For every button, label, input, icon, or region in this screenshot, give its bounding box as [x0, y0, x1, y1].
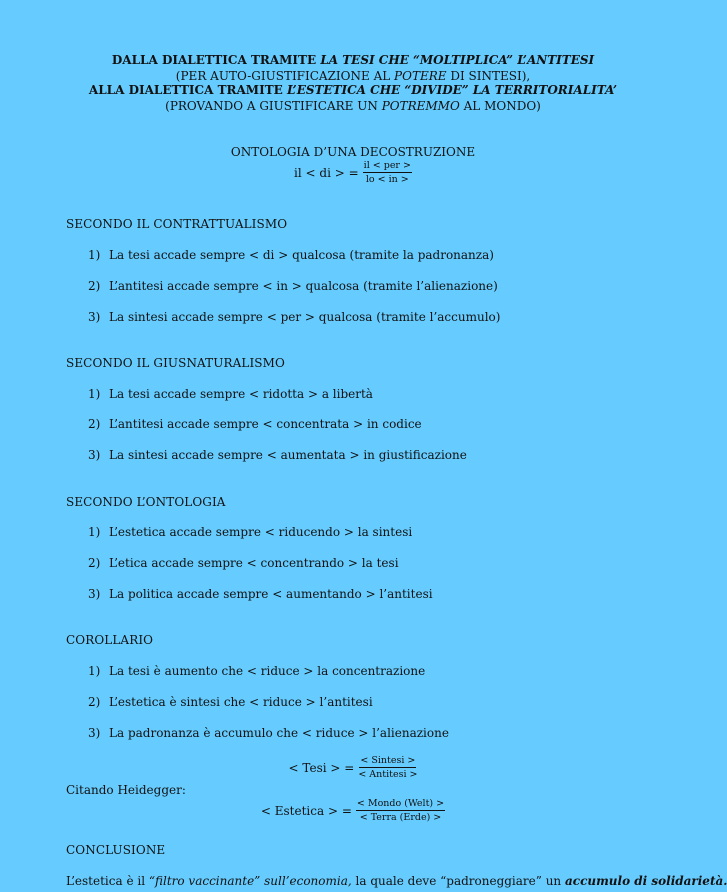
- citing-heidegger: Citando Heidegger:: [66, 783, 186, 797]
- list-item: 1) La tesi è aumento che < riduce > la concentrazione: [88, 664, 426, 678]
- list-item: 3) La politica accade sempre < aumentando > l’antitesi: [88, 587, 433, 601]
- section-heading-ontologia: SECONDO L’ONTOLOGIA: [66, 495, 226, 509]
- list-item: 1) La tesi accade sempre < di > qualcosa (tramite la padronanza): [88, 248, 494, 262]
- section-heading-contrattualismo: SECONDO IL CONTRATTUALISMO: [66, 217, 288, 231]
- section-heading-giusnaturalismo: SECONDO IL GIUSNATURALISMO: [66, 356, 285, 370]
- ontology-heading: ONTOLOGIA D’UNA DECOSTRUZIONE: [230, 145, 476, 159]
- list-item: 2) L’antitesi accade sempre < concentrata > in codice: [88, 417, 422, 431]
- list-item: 3) La sintesi accade sempre < per > qualcosa (tramite l’accumulo): [88, 310, 501, 324]
- list-item: 2) L’antitesi accade sempre < in > qualcosa (tramite l’alienazione): [88, 279, 498, 293]
- conclusion-heading: CONCLUSIONE: [66, 843, 166, 857]
- title-line-3: ALLA DIALETTICA TRAMITE L’ESTETICA CHE “DIVIDE” LA TERRITORIALITA’: [88, 83, 618, 97]
- formula-tesi: < Tesi > = $\frac{\text{< Sintesi >}}{\text{< Antitesi >}}$: [288, 755, 418, 780]
- ontology-formula: il < di > = $\frac{\text{il < per >}}{lo < in >}$: [294, 160, 411, 185]
- list-item: 1) L’estetica accade sempre < riducendo > la sintesi: [88, 525, 413, 539]
- list-item: 3) La padronanza è accumulo che < riduce > l’alienazione: [88, 726, 449, 740]
- conclusion-text: L’estetica è il “filtro vaccinante” sull’economia, la quale deve “padroneggiare” un accumulo di solidarietà.: [66, 874, 727, 888]
- title-line-2: (PER AUTO-GIUSTIFICAZIONE AL POTERE DI SINTESI),: [175, 69, 531, 83]
- formula-estetica: < Estetica > = $\frac{\text{< Mondo (Welt) >}}{\text{< Terra (Erde) >}}$: [260, 798, 445, 823]
- title-line-4: (PROVANDO A GIUSTIFICARE UN POTREMMO AL MONDO): [165, 99, 541, 113]
- section-heading-corollario: COROLLARIO: [66, 633, 154, 647]
- title-line-1: DALLA DIALETTICA TRAMITE LA TESI CHE “MOLTIPLICA” L’ANTITESI: [111, 53, 595, 67]
- list-item: 2) L’estetica è sintesi che < riduce > l’antitesi: [88, 695, 373, 709]
- list-item: 1) La tesi accade sempre < ridotta > a libertà: [88, 387, 373, 401]
- list-item: 3) La sintesi accade sempre < aumentata > in giustificazione: [88, 448, 467, 462]
- list-item: 2) L’etica accade sempre < concentrando > la tesi: [88, 556, 399, 570]
